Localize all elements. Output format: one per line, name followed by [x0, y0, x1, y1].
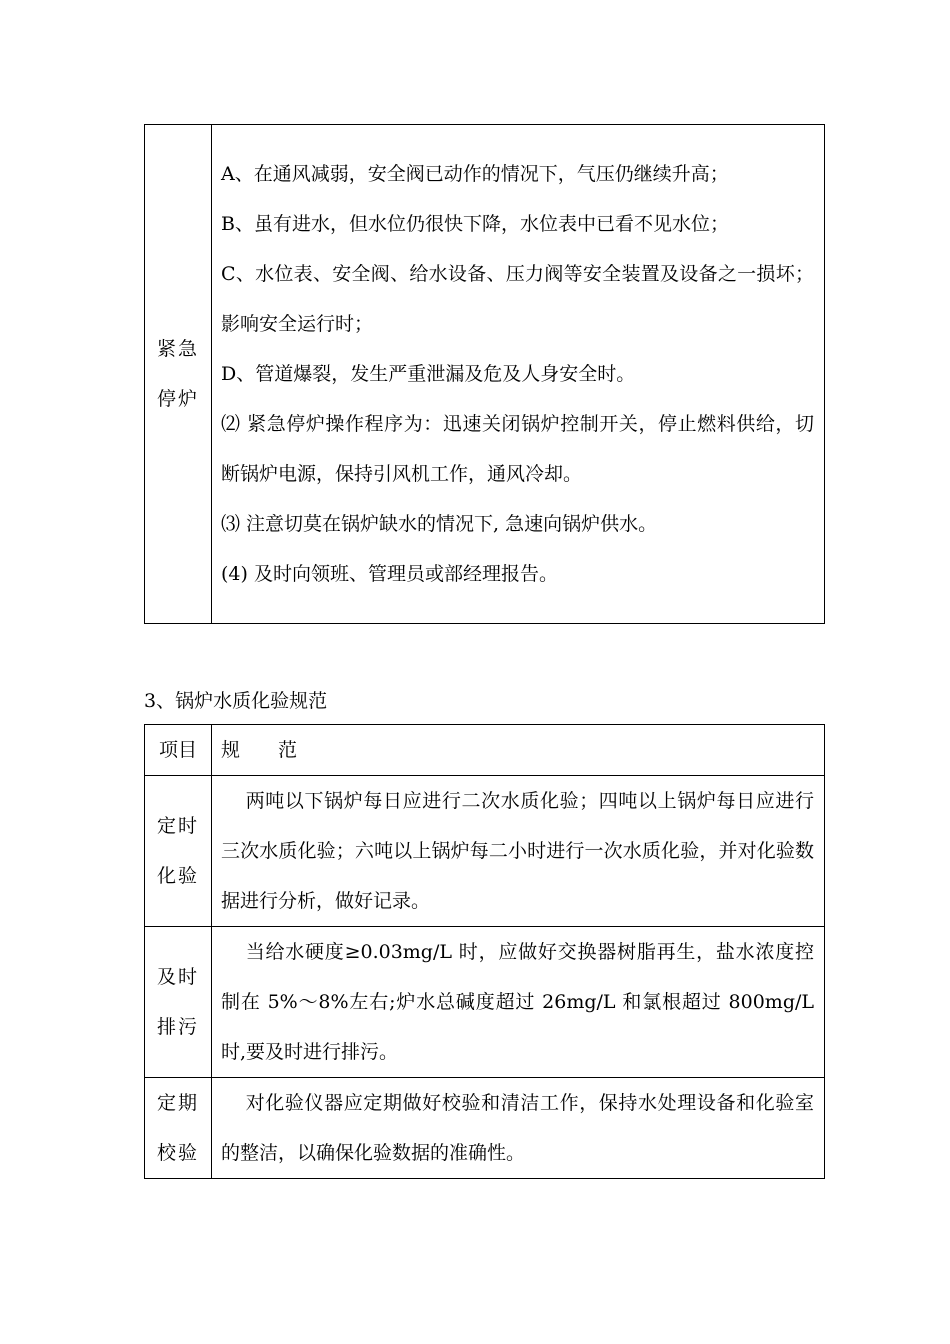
emergency-caution: ⑶ 注意切莫在锅炉缺水的情况下, 急速向锅炉供水。: [221, 513, 658, 535]
header-item-cell: [145, 725, 212, 776]
emergency-line-b: B、虽有进水，但水位仍很快下降，水位表中已看不见水位；: [221, 213, 729, 235]
emergency-shutdown-table: [144, 124, 825, 624]
emergency-line-a: A、在通风减弱，安全阀已动作的情况下，气压仍继续升高；: [221, 163, 729, 185]
table-row: [145, 776, 825, 927]
emergency-label-cell: [145, 125, 212, 624]
header-item: 项目: [158, 739, 197, 761]
section-heading: 3、锅炉水质化验规范: [144, 690, 328, 712]
water-quality-table: [144, 724, 825, 1179]
row-label: 定期校验: [156, 1092, 199, 1164]
emergency-procedure: ⑵ 紧急停炉操作程序为：迅速关闭锅炉控制开关，停止燃料供给，切断锅炉电源，保持引风机工作，通风冷却。: [221, 413, 814, 485]
row-label-cell: [145, 927, 212, 1078]
header-spec-cell: [212, 725, 825, 776]
emergency-line-c: C、水位表、安全阀、给水设备、压力阀等安全装置及设备之一损坏；影响安全运行时；: [221, 263, 814, 335]
emergency-report: (4) 及时向领班、管理员或部经理报告。: [221, 563, 558, 585]
row-text: 当给水硬度≥0.03mg/L 时，应做好交换器树脂再生，盐水浓度控制在 5%～8%左右;炉水总碱度超过 26mg/L 和氯根超过 800mg/L 时,要及时进行排污。: [221, 941, 814, 1063]
table-row: [145, 125, 825, 624]
row-text-cell: [212, 776, 825, 927]
table-row: [145, 1078, 825, 1179]
table-row: [145, 927, 825, 1078]
row-label-cell: [145, 776, 212, 927]
row-text-cell: [212, 1078, 825, 1179]
emergency-label: 紧急停炉: [156, 338, 199, 410]
row-label: 定时化验: [156, 815, 199, 887]
row-text: 对化验仪器应定期做好校验和清洁工作，保持水处理设备和化验室的整洁，以确保化验数据的准确性。: [221, 1092, 814, 1164]
row-label: 及时排污: [156, 966, 199, 1038]
table-header-row: [145, 725, 825, 776]
emergency-content-cell: [212, 125, 825, 624]
row-text-cell: [212, 927, 825, 1078]
row-text: 两吨以下锅炉每日应进行二次水质化验；四吨以上锅炉每日应进行三次水质化验；六吨以上锅炉每二小时进行一次水质化验，并对化验数据进行分析，做好记录。: [221, 790, 814, 912]
header-spec: 规 范: [221, 739, 298, 761]
emergency-line-d: D、管道爆裂，发生严重泄漏及危及人身安全时。: [221, 363, 636, 385]
row-label-cell: [145, 1078, 212, 1179]
